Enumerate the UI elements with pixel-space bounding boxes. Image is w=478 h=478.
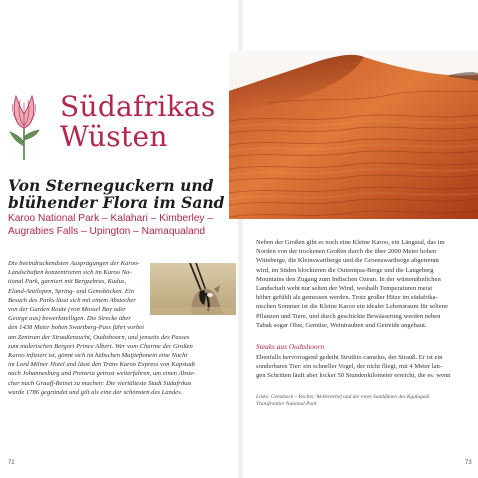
page-number-left: 72 (8, 460, 15, 466)
red-dunes-photo (229, 51, 478, 219)
protea-icon (6, 90, 42, 162)
section-title (60, 92, 216, 152)
body-line: Tabak sogar Obst, Gemüse, Weintrauben und Getreide angebaut. (256, 321, 427, 329)
body-line: Witteberge, die Kleinswartberge und die Groenswartberge abgetrennt (256, 257, 440, 265)
body-line: Mountains den Zugang zum Indischen Ozean. In der wüstenähnlichen (256, 275, 441, 283)
body-line: von der Garden Route (von Mossel Bay oder (8, 306, 126, 314)
body-line: gen Schritten läuft aber locker 50 Stundenkilometer erreicht, die es. wenn (256, 372, 451, 380)
body-line: wurde 1786 gegründet und gilt als eine der schönsten des Landes. (8, 388, 183, 396)
body-line: Landschaften konzentrieren sich im Karoo Na- (8, 269, 132, 277)
body-line: Pflanzen und Tiere, und durch geschickte Bewässerung werden neben (256, 312, 441, 320)
body-line: zum malerischen Bergort Prince Albert. Wer vom Charme der Großen (8, 342, 193, 350)
body-line: tional Park, garniert mit Bergzebras, Kudus, (8, 278, 127, 286)
chapter-subtitle (8, 177, 236, 211)
body-line: George aus) bewerkstelligen. Die Strecke über (8, 315, 131, 323)
body-line: wird, im Süden blockieren die Outeniqua-Berge und die Langeberg (256, 266, 434, 274)
places-line: Karoo National Park – Kalahari – Kimberley – (8, 213, 213, 224)
subtitle-line: Von Sterneguckern und (8, 176, 214, 195)
page-number-right: 73 (465, 460, 472, 466)
body-line: nach Johannesburg und Pretoria getrost weiterfahren, um einen Abste- (8, 370, 196, 378)
body-line: Norden von der trockenen Großen durch die über 2000 Meter hohen (256, 248, 437, 256)
places-list (8, 213, 236, 238)
body-line: Besuch des Parks lässt sich mit einem Abstecher (8, 296, 136, 304)
body-line: Eland-Antilopen, Spring- und Gemsböcken. Ein (8, 287, 134, 295)
body-line: Neben der Großen gibt es noch eine Kleine Karoo, ein Längstal, das im (256, 239, 445, 246)
caption-line: Links: Gemsbock – Rechts: Wellenrelief und die roten Sanddünen des Kgalagadi (256, 394, 430, 400)
body-line: höher gefühlt als gemessen werden. Trotz großer Hitze im südafrika- (256, 294, 438, 302)
body-line: Karoo infiziert ist, gönnt sich im hübschen Matjieftonein eine Nacht (8, 352, 188, 360)
body-line: sonderbares Tier: ein schneller Vogel, der nicht fliegt, mit 4 Meter lan- (256, 363, 442, 371)
body-line: Die beeindruckendsten Ausprägungen der Karoo- (8, 260, 140, 267)
subheading: Steaks aus Oudtshoorn (256, 342, 325, 351)
section-title-line: Wüsten (60, 120, 168, 153)
body-line: den 1438 Meter hohen Swartberg-Pass führt vorbei (8, 324, 145, 332)
photo-caption (256, 394, 470, 408)
subtitle-line: blühender Flora im Sand (8, 193, 225, 212)
places-line: Augrabies Falls – Upington – Namaqualand (8, 225, 206, 237)
body-line: cher nach Graaff-Reinet zu machen: Die viertälteste Stadt Südafrikas (8, 379, 192, 387)
caption-line: Transfrontier National Park (256, 401, 317, 408)
body-line: Landschaft weht nur selten der Wind, weshalb Temperaturen meist (256, 285, 433, 293)
right-body-text-2 (256, 353, 470, 381)
body-line: nischen Sommer ist die Kleine Karoo ein idealer Lebensraum für seltene (256, 303, 448, 311)
right-body-text (256, 238, 470, 330)
body-line: am Zentrum der Straußenzucht, Oudtshoorn, und jenseits des Passes (8, 333, 190, 341)
section-title-line: Südafrikas (60, 90, 216, 123)
body-line: Ebenfalls hervorragend gedeiht Struthio camelus, der Strauß. Er ist ein (256, 354, 443, 361)
body-line: im Lord Milner Hotel und lässt den Trans Karoo Express von Kapstadt (8, 361, 196, 369)
gemsbok-photo (150, 263, 236, 315)
